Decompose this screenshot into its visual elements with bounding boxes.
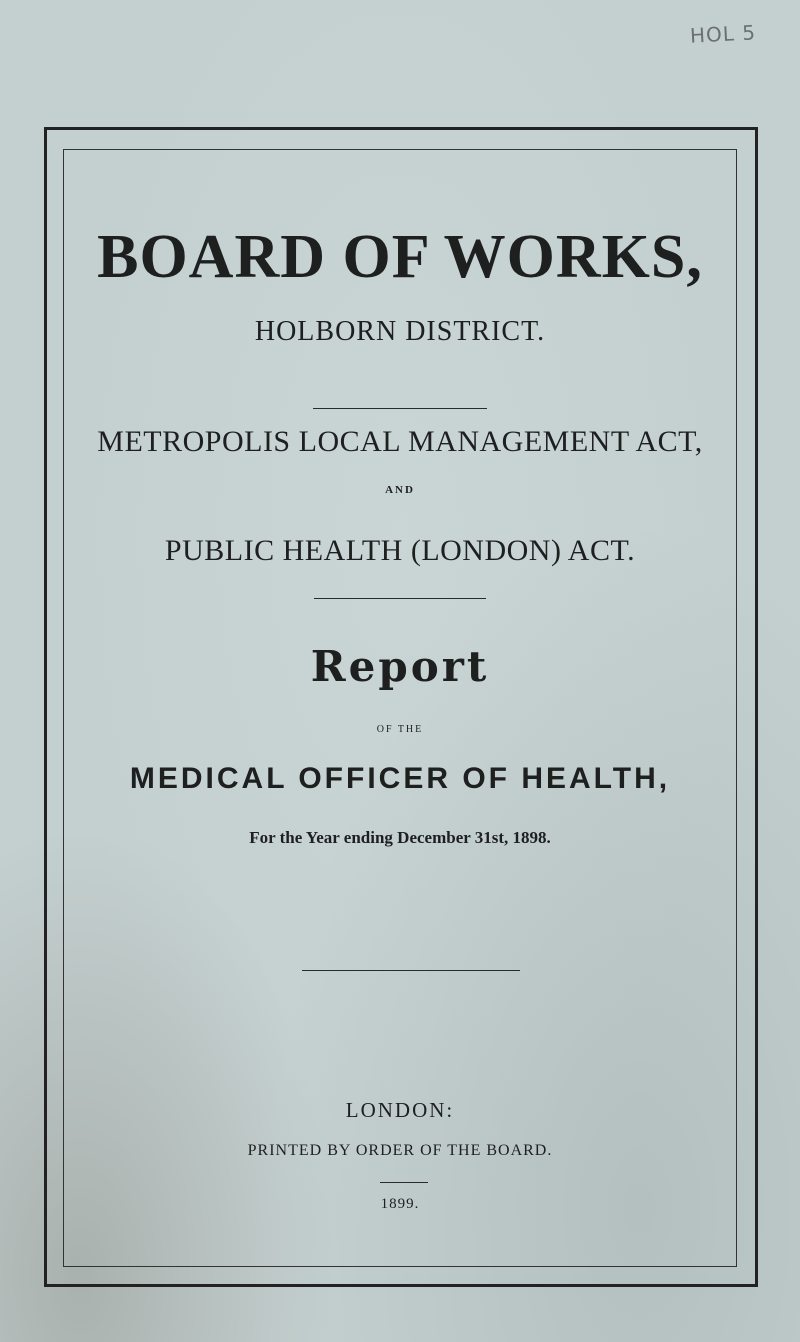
report-heading: Report [310, 642, 490, 691]
divider-rule [314, 598, 486, 599]
document-title: BOARD OF WORKS, [97, 223, 703, 291]
medical-officer-heading: MEDICAL OFFICER OF HEALTH, [129, 762, 671, 795]
imprint-line: PRINTED BY ORDER OF THE BOARD. [247, 1142, 553, 1159]
divider-rule [313, 408, 487, 409]
handwritten-annotation: HOL 5 [689, 20, 757, 48]
act-two: PUBLIC HEALTH (LONDON) ACT. [164, 534, 636, 567]
imprint-city: LONDON: [345, 1098, 455, 1122]
report-period: For the Year ending December 31st, 1898. [249, 828, 551, 847]
divider-rule [380, 1182, 428, 1183]
of-the-label: OF THE [376, 724, 424, 735]
conjunction-and: AND [385, 484, 415, 496]
district-name: HOLBORN DISTRICT. [254, 316, 546, 347]
imprint-year: 1899. [380, 1196, 420, 1212]
act-one: METROPOLIS LOCAL MANAGEMENT ACT, [97, 425, 703, 458]
divider-rule [302, 970, 520, 971]
